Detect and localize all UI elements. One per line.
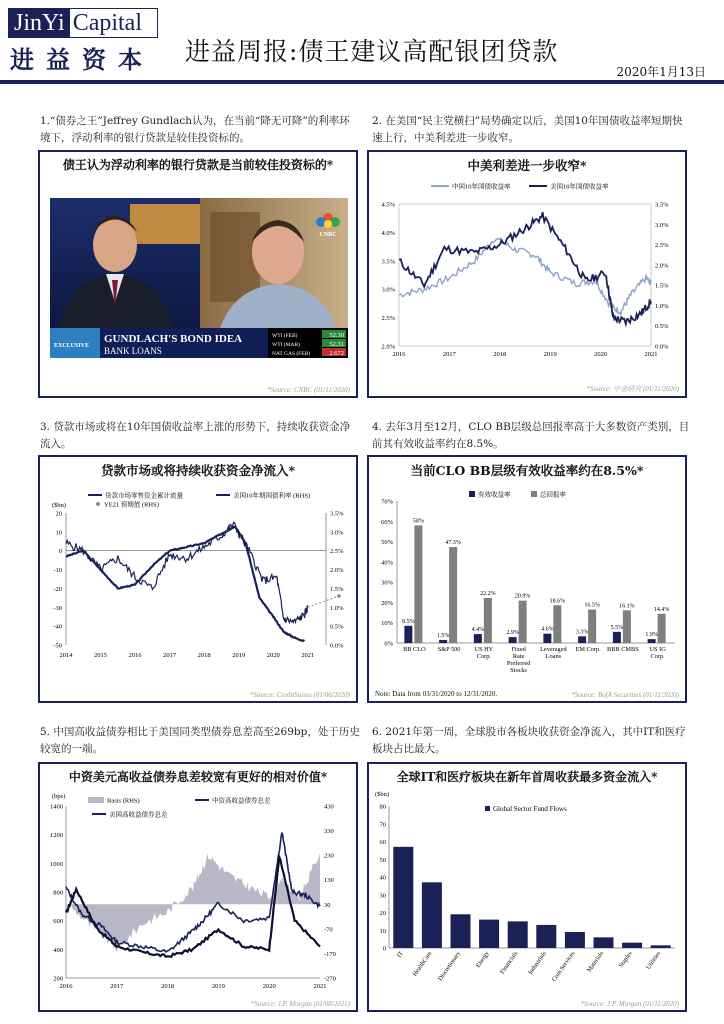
source-4: *Source: BofA Securities (01/11/2020) [571,691,679,699]
right-axis-tick: 3.5% [330,510,344,518]
right-axis-tick: 0.0% [330,642,344,650]
left-axis-tick: 1000 [50,860,63,868]
y-axis-tick: 10 [379,927,386,935]
x-axis-xtick: 2019 [211,983,225,990]
left-axis-tick: 4.5% [381,201,395,209]
left-axis-tick: 3.5% [381,258,395,266]
bar-yield-label: 1.5% [436,632,450,639]
category-label: Industrials [526,950,548,976]
y-axis-tick: 0% [384,640,393,648]
right-axis-tick: 130 [324,877,334,885]
bar-yield [648,639,656,643]
x-axis-xtick: 2018 [161,983,175,990]
legend-yield-swatch [469,491,475,497]
left-axis-tick: -50 [53,642,62,650]
plot-frame [399,204,651,346]
y-axis-tick: 70 [379,821,386,829]
y-axis-tick: 40% [381,559,393,567]
right-axis-tick: 1.0% [330,604,344,612]
left-axis-tick: 0 [58,548,62,556]
right-axis-tick: 3.0% [655,221,669,229]
bar-yield [509,637,517,643]
series-ye21-point [337,594,341,598]
legend-ye21-marker [96,502,100,506]
x-axis-xtick: 2014 [59,652,73,659]
bar-sector-flow [536,925,556,948]
bar-return-label: 22.2% [480,590,496,597]
right-axis-tick: 330 [324,828,334,836]
bar-yield-label: 8.5% [402,618,415,625]
bar-sector-flow [508,921,528,948]
caption-2: 2. 在美国“民主党横扫”局势确定以后，美国10年国债收益率短期快速上行，中美利差进一步收窄。 [372,115,683,144]
caption-4: 4. 去年3月至12月，CLO BB层级总回报率高于大多数资产类别，目前其有效收益率约在8.5%。 [372,421,690,450]
company-logo [8,8,158,38]
right-axis-tick: 30 [324,901,331,909]
bar-return-label: 18.6% [549,598,566,605]
right-axis-tick: 2.5% [655,242,669,250]
logo-capital-text: Capital [72,10,143,36]
x-axis-xtick: 2019 [232,652,246,659]
bar-return-label: 16.1% [619,603,635,610]
ticker-label-1: WTI (FEB) [272,333,298,339]
x-axis-xtick: 2017 [442,351,456,358]
right-axis-tick: 0.5% [330,623,344,631]
x-axis-xtick: 2017 [163,652,177,659]
y-axis-tick: 80 [379,803,386,811]
panel-title-6: 全球IT和医疗板块在新年首周收获最多资金流入* [396,770,658,784]
caption-5: 5. 中国高收益债券相比于美国同类型债券息差高至269bp，处于历史较宽的一端。 [40,726,360,755]
y-unit-label: ($bn) [52,502,67,509]
category-label: BB CLO [403,646,426,653]
caption-3: 3. 贷款市场或将在10年国债收益率上涨的形势下，持续收获资金净流入。 [40,421,351,450]
panel-hy-spread [38,762,358,1012]
left-axis-tick: 2.5% [381,315,395,323]
left-axis-tick: 1200 [50,832,63,840]
bar-yield [474,634,482,643]
category-label: Staples [617,950,634,970]
left-axis-tick: 2.0% [381,343,395,351]
y-axis-tick: 20 [379,910,386,917]
category-label: IT [395,950,405,960]
bar-return [519,601,527,643]
y-unit-label: ($bn) [375,791,390,798]
panel-title-4: 当前CLO BB层级有效收益率约在8.5%* [410,463,644,478]
right-axis-tick: 2.0% [330,567,344,575]
bar-yield-label: 4.4% [471,627,485,634]
x-axis-xtick: 2018 [493,351,507,358]
right-axis-tick: -270 [324,975,336,983]
bar-return [484,598,492,643]
y-axis-tick: 70% [381,498,393,506]
chart-loan-flows [40,475,356,701]
legend-return-label: 总回报率 [540,491,566,499]
panel-sector-flows [367,762,687,1012]
tv-subline: BANK LOANS [104,346,162,356]
bar-sector-flow [594,937,614,948]
exclusive-tag: EXCLUSIVE [54,343,90,349]
y-axis-tick: 30% [381,579,393,587]
left-axis-tick: 10 [55,529,62,537]
right-axis-tick: 2.5% [330,548,344,556]
bar-yield-label: 5.5% [610,624,624,631]
ticker-value-1: 52.30 [329,332,344,339]
bar-return [623,610,631,643]
right-axis-tick: 0.0% [655,343,669,351]
panel-loan-flows [38,455,358,703]
ticker-label-2: WTI (MAR) [272,342,300,348]
left-axis-tick: 4.0% [381,229,395,237]
data-note-4: Note: Data from 03/31/2020 to 12/31/2020. [375,690,498,698]
bar-return-label: 47.3% [445,540,461,547]
panel-spread [367,150,687,398]
panel-title-2: 中美利差进一步收窄* [467,158,587,173]
legend-loan-flows-label: 贷款市场零售资金累计流量 [105,492,183,500]
bar-sector-flow [622,943,642,948]
legend-label: Global Sector Fund Flows [493,805,567,813]
bar-yield-label: 4.6% [541,626,554,633]
category-label: US HY Corp. [474,646,494,660]
category-label: Leveraged Loans [540,646,567,660]
category-label: US IG Corp. [649,646,666,660]
bar-yield [543,634,551,643]
bar-yield [578,636,586,643]
legend-ust10-label: 美国10年期国债利率 (RHS) [233,492,311,500]
left-axis-tick: -40 [53,623,62,631]
bar-sector-flow [451,914,471,948]
x-axis-xtick: 2021 [301,652,315,659]
right-axis-tick: 430 [324,803,334,811]
category-label: EM Corp. [575,646,601,653]
y-axis-tick: 20% [381,599,393,607]
legend-swatch [485,806,490,811]
bar-return [553,605,561,643]
ticker-value-3: 2.672 [329,350,344,357]
logo-chinese-name: 进益资本 [10,45,154,74]
panel-clo-returns [367,455,687,703]
bar-return [588,610,596,643]
chart-hy-spread [40,784,356,1010]
y-unit-label: (bps) [52,793,66,800]
bar-yield [613,632,621,643]
right-axis-tick: 3.5% [655,201,669,209]
y-axis-tick: 50 [379,856,386,864]
legend-basis-swatch [88,797,104,803]
legend-us-hy-label: 美国高收益债券息差 [109,811,168,819]
right-axis-tick: 1.0% [655,302,669,310]
right-axis-tick: 1.5% [655,282,669,290]
bar-return [658,614,666,643]
header-divider [0,80,724,84]
category-label: HealthCare [411,950,434,978]
legend-cn-label: 中国10年国债收益率 [452,183,511,191]
bar-yield [404,626,412,643]
legend-return-swatch [531,491,537,497]
bar-yield-label: 3.3% [575,629,589,636]
x-axis-xtick: 2017 [110,983,124,990]
left-axis-tick: 400 [53,946,63,954]
x-axis-xtick: 2015 [94,652,108,659]
source-3: *Source: CreditSuisse (01/06/2020) [249,691,350,699]
series-cn-10y [399,238,651,315]
bar-return [449,547,457,643]
category-label: BBB CMBS [607,646,639,653]
left-axis-tick: -20 [53,585,62,593]
right-axis-tick: 3.0% [330,529,344,537]
category-label: Fixed Rate Preferred Stocks [506,646,531,674]
left-axis-tick: 3.0% [381,286,395,294]
report-date: 2020年1月13日 [616,65,706,79]
category-label: Com.Services [550,950,577,983]
chart-sector-flows [369,784,685,1010]
x-axis-xtick: 2016 [59,983,73,990]
bar-return-label: 20.9% [514,593,531,600]
caption-6: 6. 2021年第一周，全球股市各板块收获资金净流入，其中IT和医疗板块占比最大。 [372,726,686,755]
bar-return [414,525,422,643]
bar-sector-flow [651,945,671,948]
legend-ye21-label: YE21 预期值 (RHS) [104,501,159,509]
y-axis-tick: 60% [381,518,393,526]
bar-return-label: 14.4% [653,606,670,613]
network-name: CNBC [319,232,337,238]
series-us-10y [399,212,651,324]
left-axis-tick: 1400 [50,803,63,811]
x-axis-xtick: 2018 [197,652,211,659]
right-axis-tick: 1.5% [330,585,344,593]
x-axis-xtick: 2020 [594,351,608,358]
left-axis-tick: -10 [53,567,62,575]
source-5: *Source: J.P. Morgan (01/08/2021) [250,1000,350,1008]
bar-sector-flow [479,920,499,948]
left-axis-tick: 800 [53,889,63,897]
x-axis-xtick: 2021 [313,983,327,990]
right-axis-tick: 0.5% [655,323,669,331]
source-2: *Source: 中金研究 (01/11/2020) [586,385,679,393]
ticker-label-3: NAT GAS (FEB) [272,351,311,357]
bar-return-label: 58% [412,518,424,525]
y-axis-tick: 0 [382,945,386,953]
ticker-value-2: 52.31 [329,341,344,348]
right-axis-tick: -70 [324,926,333,934]
bar-sector-flow [422,882,442,948]
right-axis-tick: -170 [324,950,336,958]
category-label: Materials [585,950,606,974]
panel-cnbc [38,150,358,398]
logo-jinyi-text: JinYi [9,9,70,37]
chart-cn-us-yield [369,170,685,396]
right-axis-tick: 230 [324,852,334,860]
y-axis-tick: 30 [379,892,386,900]
panel-title-1: 债王认为浮动利率的银行贷款是当前较佳投资标的* [62,158,334,172]
legend-yield-label: 有效收益率 [478,491,511,499]
source-6: *Source: J.P. Morgan (01/11/2020) [580,1000,679,1008]
legend-cn-hy-label: 中资高收益债券息差 [212,797,271,805]
bar-sector-flow [393,847,413,948]
category-label: Financials [498,950,520,976]
left-axis-tick: -30 [53,604,62,612]
bar-yield [439,640,447,643]
x-axis-xtick: 2016 [128,652,142,659]
y-axis-tick: 10% [381,620,393,628]
cnbc-video-still [40,152,356,396]
tv-headline: GUNDLACH'S BOND IDEA [104,333,243,345]
x-axis-xtick: 2021 [644,351,658,358]
caption-1: 1.“债券之王”Jeffrey Gundlach认为，在当前“降无可降”的利率环境下，浮动利率的银行贷款是较佳投资标的。 [40,115,350,144]
left-axis-tick: 20 [55,510,62,518]
panel-title-5: 中资美元高收益债券息差较宽有更好的相对价值* [68,770,328,784]
bar-yield-label: 1.9% [645,632,658,639]
right-axis-tick: 2.0% [655,262,669,270]
category-label: Energy [474,950,491,969]
legend-basis-label: Basis (RHS) [107,797,140,805]
source-1: *Source: CNBC (01/11/2020) [267,386,350,394]
bar-sector-flow [565,932,585,948]
x-axis-xtick: 2020 [266,652,280,659]
category-label: S&P 500 [437,646,461,653]
legend-us-label: 美国10年国债收益率 [550,183,609,191]
y-axis-tick: 40 [379,874,386,882]
panel-title-3: 贷款市场或将持续收获资金净流入* [100,463,296,478]
y-axis-tick: 60 [379,839,386,846]
page-title: 进益周报:债王建议高配银团贷款 [185,37,559,66]
left-axis-tick: 600 [53,918,63,926]
x-axis-xtick: 2019 [543,351,557,358]
series-loan-flows [66,527,304,641]
bar-yield-label: 2.9% [506,630,519,637]
x-axis-xtick: 2020 [262,983,276,990]
category-label: Discretionary [436,950,463,983]
category-label: Utilities [644,950,663,971]
x-axis-xtick: 2016 [392,351,406,358]
left-axis-tick: 200 [53,975,63,983]
bar-return-label: 16.5% [584,602,600,609]
chart-clo-returns [369,475,685,691]
y-axis-tick: 50% [381,539,393,547]
